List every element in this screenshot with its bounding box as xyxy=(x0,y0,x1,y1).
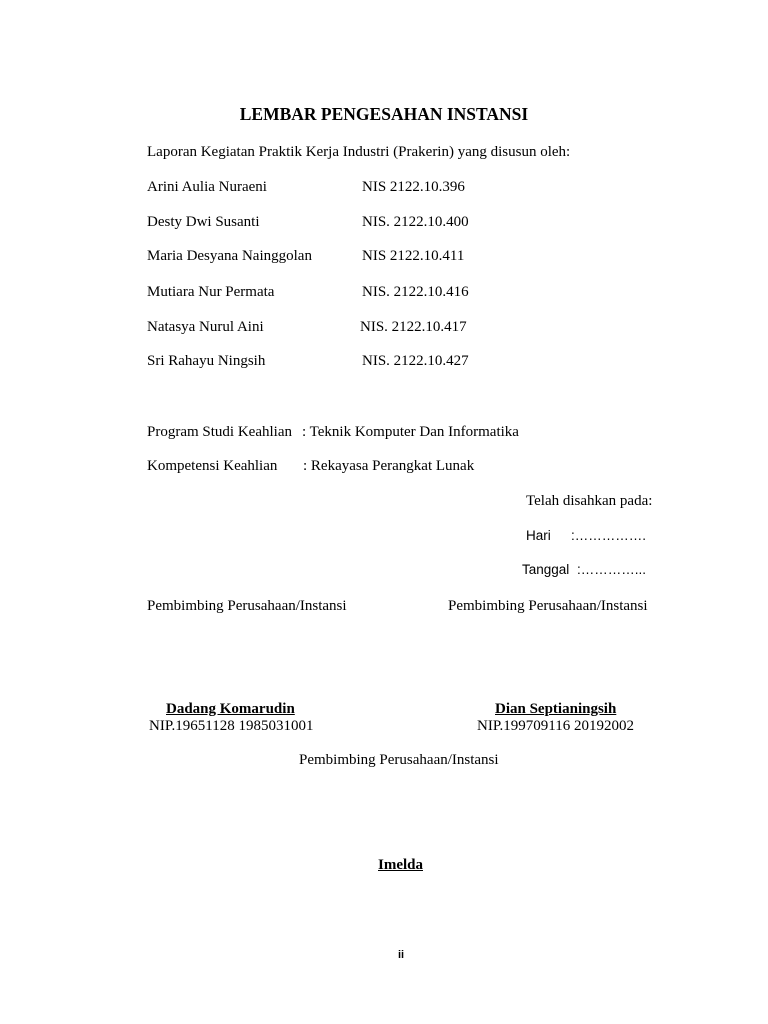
supervisor-center-name: Imelda xyxy=(378,857,423,873)
student-name: Desty Dwi Susanti xyxy=(147,214,260,230)
supervisor-left-name: Dadang Komarudin xyxy=(166,701,295,717)
program-value: : Teknik Komputer Dan Informatika xyxy=(302,424,519,440)
competence-value: : Rekayasa Perangkat Lunak xyxy=(303,458,475,474)
student-nis: NIS. 2122.10.416 xyxy=(362,284,469,300)
page-number: ii xyxy=(398,949,405,961)
approved-on-label: Telah disahkan pada: xyxy=(526,493,653,509)
supervisor-right-name: Dian Septianingsih xyxy=(495,701,617,717)
student-name: Mutiara Nur Permata xyxy=(147,284,275,300)
student-nis: NIS. 2122.10.417 xyxy=(360,319,467,335)
date-dots: :…………... xyxy=(577,562,647,577)
supervisor-left-title: Pembimbing Perusahaan/Instansi xyxy=(147,598,347,614)
student-name: Arini Aulia Nuraeni xyxy=(147,179,267,195)
day-label: Hari xyxy=(526,528,551,543)
competence-label: Kompetensi Keahlian xyxy=(147,458,278,474)
student-name: Natasya Nurul Aini xyxy=(147,319,264,335)
program-label: Program Studi Keahlian xyxy=(147,424,292,440)
student-nis: NIS 2122.10.411 xyxy=(362,248,465,264)
date-label: Tanggal xyxy=(522,562,570,577)
student-name: Sri Rahayu Ningsih xyxy=(147,353,266,369)
supervisor-center-title: Pembimbing Perusahaan/Instansi xyxy=(299,752,499,768)
intro-text: Laporan Kegiatan Praktik Kerja Industri (Prakerin) yang disusun oleh: xyxy=(147,144,571,160)
student-nis: NIS. 2122.10.400 xyxy=(362,214,469,230)
supervisor-right-title: Pembimbing Perusahaan/Instansi xyxy=(448,598,648,614)
student-nis: NIS. 2122.10.427 xyxy=(362,353,469,369)
student-nis: NIS 2122.10.396 xyxy=(362,179,465,195)
day-dots: :……………. xyxy=(571,528,647,543)
supervisor-right-nip: NIP.199709116 20192002 xyxy=(477,718,634,734)
supervisor-left-nip: NIP.19651128 1985031001 xyxy=(149,718,314,734)
student-name: Maria Desyana Nainggolan xyxy=(147,248,312,264)
document-title: LEMBAR PENGESAHAN INSTANSI xyxy=(239,104,529,124)
